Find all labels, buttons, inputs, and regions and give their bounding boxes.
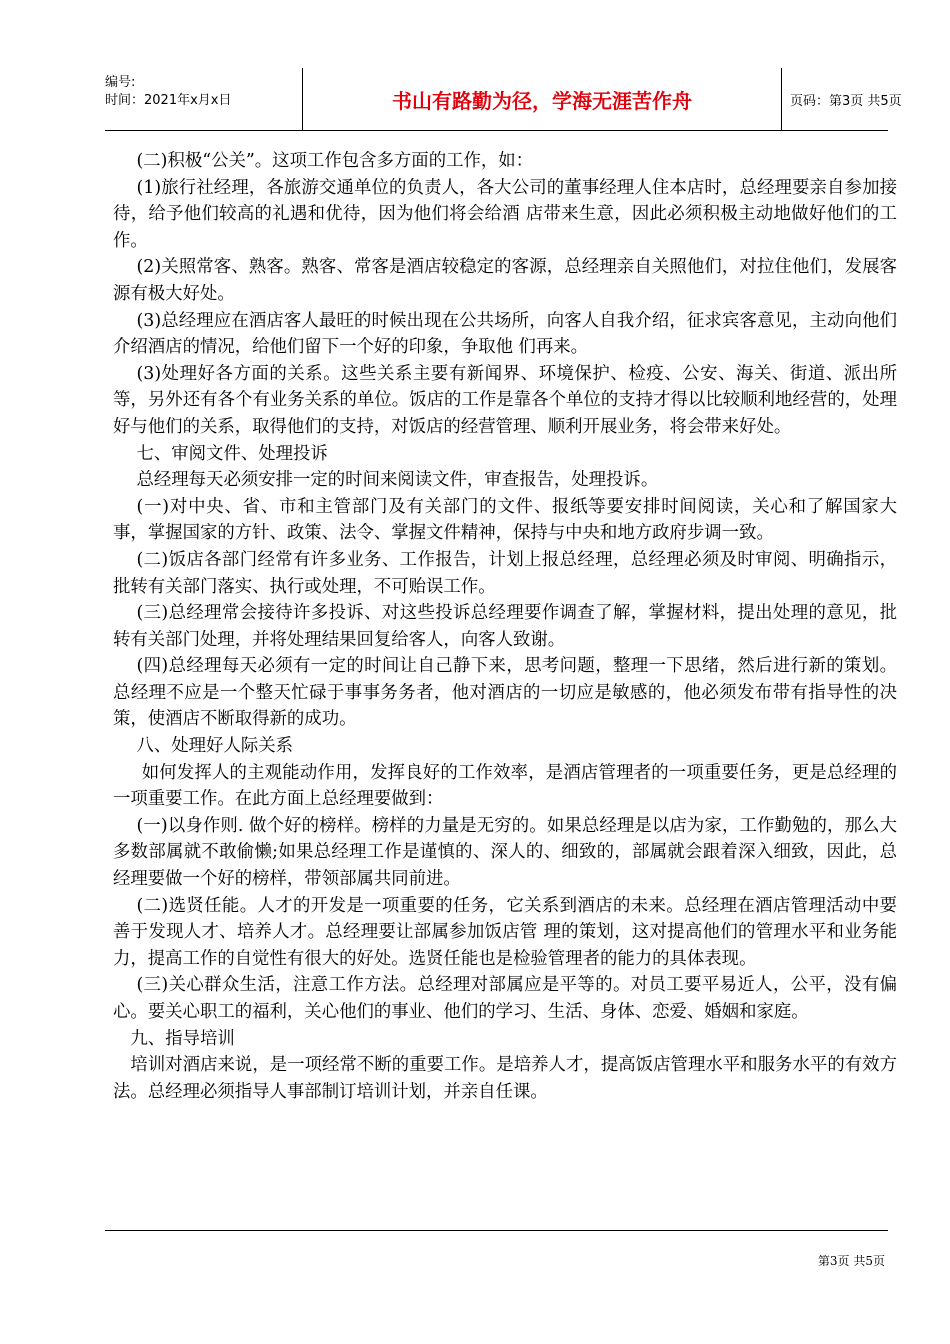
- paragraph: (二)选贤任能。人才的开发是一项重要的任务，它关系到酒店的未来。总经理在酒店管理活动中要善于发现人才、培养人才。总经理要让部属参加饭店管 理的策划，这对提高他们的管理水平和业务能力，提高工作的自觉性有很大的好处。选贤任能也是检验管理者的能力的具体表现。: [113, 895, 897, 969]
- paragraph: 总经理每天必须安排一定的时间来阅读文件，审查报告，处理投诉。: [136, 470, 659, 491]
- footer-divider: [105, 1230, 888, 1231]
- section-heading: 九、指导培训: [130, 1028, 235, 1049]
- paragraph: (三)关心群众生活，注意工作方法。总经理对部属应是平等的。对员工要平易近人，公平，没有偏心。要关心职工的福利，关心他们的事业、他们的学习、生活、身体、恋爱、婚姻和家庭。: [113, 975, 897, 1022]
- paragraph: (一)以身作则. 做个好的榜样。榜样的力量是无穷的。如果总经理是以店为家，工作勤勉的，那么大多数部属就不敢偷懒;如果总经理工作是谨慎的、深人的、细致的，部属就会跟着深入细致，因此，总经理要做一个好的榜样，带领部属共同前进。: [113, 815, 897, 890]
- header-meta: [105, 68, 302, 130]
- header-page-info: 页码：第3页 共5页: [790, 93, 902, 109]
- document-body: [113, 148, 897, 1105]
- page-footer: 第3页 共5页: [817, 1254, 885, 1268]
- paragraph: (二)积极“公关”。这项工作包含多方面的工作，如：: [136, 151, 534, 171]
- paragraph: (四)总经理每天必须有一定的时间让自己静下来，思考问题，整理一下思绪，然后进行新的策划。总经理不应是一个整天忙碌于事事务务者，他对酒店的一切应是敏感的，他必须发布带有指导性的决策，使酒店不断取得新的成功。: [113, 656, 897, 730]
- paragraph: (二)饭店各部门经常有许多业务、工作报告，计划上报总经理，总经理必须及时审阅、明确指示，批转有关部门落实、执行或处理，不可贻误工作。: [113, 549, 897, 597]
- paragraph: (三)总经理常会接待许多投诉、对这些投诉总经理要作调查了解，掌握材料，提出处理的意见，批转有关部门处理，并将处理结果回复给客人，向客人致谢。: [113, 603, 897, 650]
- paragraph: (一)对中央、省、市和主管部门及有关部门的文件、报纸等要安排时间阅读，关心和了解国家大事，掌握国家的方针、政策、法令、掌握文件精神，保持与中央和地方政府步调一致。: [113, 496, 897, 544]
- section-heading: 八、处理好人际关系: [136, 736, 294, 757]
- header-divider: [105, 130, 888, 131]
- paragraph: 如何发挥人的主观能动作用，发挥良好的工作效率，是酒店管理者的一项重要任务，更是总经理的一项重要工作。在此方面上总经理要做到：: [113, 762, 897, 810]
- header-motto: 书山有路勤为径，学海无涯苦作舟: [392, 88, 692, 113]
- paragraph: (3)处理好各方面的关系。这些关系主要有新闻界、环境保护、检疫、公安、海关、街道、派出所等，另外还有各个有业务关系的单位。饭店的工作是靠各个单位的支持才得以比较顺利地经营的，处理好与他们的关系，取得他们的支持，对饭店的经营管理、顺利开展业务，将会带来好处。: [113, 363, 897, 437]
- paragraph: 培训对酒店来说，是一项经常不断的重要工作。是培养人才，提高饭店管理水平和服务水平的有效方法。总经理必须指导人事部制订培训计划，并亲自任课。: [113, 1055, 897, 1102]
- document-date-label: 时间：2021年x月x日: [105, 93, 232, 108]
- paragraph: (1)旅行社经理，各旅游交通单位的负责人，各大公司的董事经理人住本店时，总经理要亲自参加接待，给予他们较高的礼遇和优待，因为他们将会给酒 店带来生意，因此必须积极主动地做好他们的工作。: [113, 177, 897, 251]
- document-number-label: 编号:: [105, 75, 136, 90]
- page-header: [105, 68, 902, 130]
- paragraph: (2)关照常客、熟客。熟客、常客是酒店较稳定的客源，总经理亲自关照他们，对拉住他们，发展客源有极大好处。: [113, 257, 897, 304]
- section-heading: 七、审阅文件、处理投诉: [136, 443, 328, 464]
- paragraph: (3)总经理应在酒店客人最旺的时候出现在公共场所，向客人自我介绍，征求宾客意见，主动向他们介绍酒店的情况，给他们留下一个好的印象，争取他 们再来。: [113, 310, 897, 358]
- header-motto-cell: [302, 68, 782, 130]
